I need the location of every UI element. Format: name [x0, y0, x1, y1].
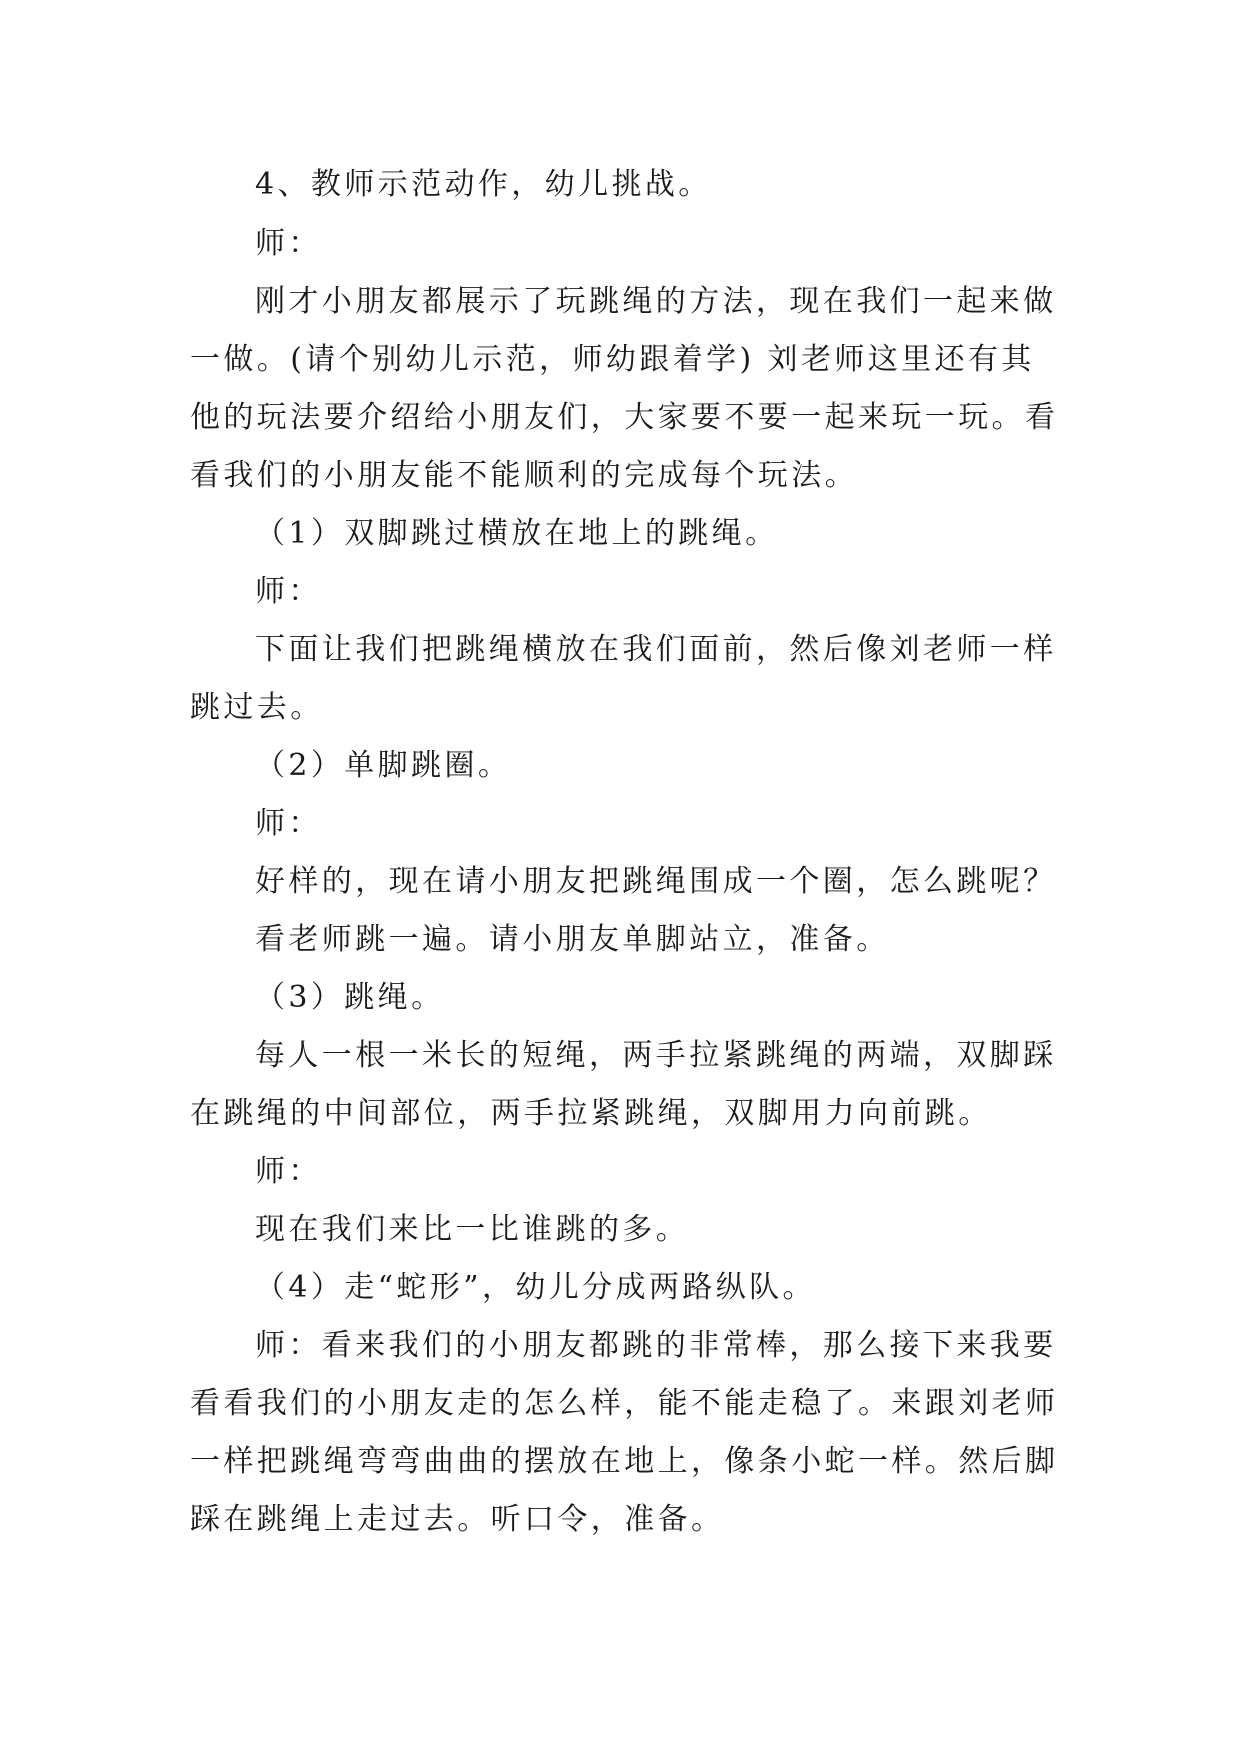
sub-item-1: （1）双脚跳过横放在地上的跳绳。 — [255, 516, 779, 551]
step-4-heading: 4、教师示范动作，幼儿挑战。 — [255, 167, 712, 202]
sub-item-2: （2）单脚跳圈。 — [255, 748, 512, 783]
paragraph-line: 看看我们的小朋友走的怎么样，能不能走稳了。来跟刘老师 — [190, 1386, 1059, 1421]
paragraph-line: 一做。(请个别幼儿示范，师幼跟着学) 刘老师这里还有其 — [190, 342, 1035, 377]
paragraph-line: 在跳绳的中间部位，两手拉紧跳绳，双脚用力向前跳。 — [190, 1096, 992, 1131]
sub-item-3: （3）跳绳。 — [255, 980, 445, 1015]
paragraph-line: 下面让我们把跳绳横放在我们面前，然后像刘老师一样 — [255, 632, 1057, 667]
sub-item-4: （4）走“蛇形”，幼儿分成两路纵队。 — [255, 1270, 816, 1305]
paragraph-line: 现在我们来比一比谁跳的多。 — [255, 1212, 690, 1247]
paragraph-line: 师：看来我们的小朋友都跳的非常棒，那么接下来我要 — [255, 1328, 1057, 1363]
speaker-label: 师： — [255, 806, 322, 841]
paragraph-line: 好样的，现在请小朋友把跳绳围成一个圈，怎么跳呢？ — [255, 864, 1057, 899]
paragraph-line: 刚才小朋友都展示了玩跳绳的方法，现在我们一起来做 — [255, 284, 1057, 319]
paragraph-line: 他的玩法要介绍给小朋友们，大家要不要一起来玩一玩。看 — [190, 400, 1059, 435]
speaker-label: 师： — [255, 574, 322, 609]
speaker-label: 师： — [255, 226, 322, 261]
paragraph-line: 一样把跳绳弯弯曲曲的摆放在地上，像条小蛇一样。然后脚 — [190, 1444, 1059, 1479]
paragraph-line: 踩在跳绳上走过去。听口令，准备。 — [190, 1502, 725, 1537]
paragraph-line: 看我们的小朋友能不能顺利的完成每个玩法。 — [190, 458, 858, 493]
paragraph-line: 跳过去。 — [190, 690, 324, 725]
speaker-label: 师： — [255, 1154, 322, 1189]
paragraph-line: 每人一根一米长的短绳，两手拉紧跳绳的两端，双脚踩 — [255, 1038, 1057, 1073]
paragraph-line: 看老师跳一遍。请小朋友单脚站立，准备。 — [255, 922, 890, 957]
